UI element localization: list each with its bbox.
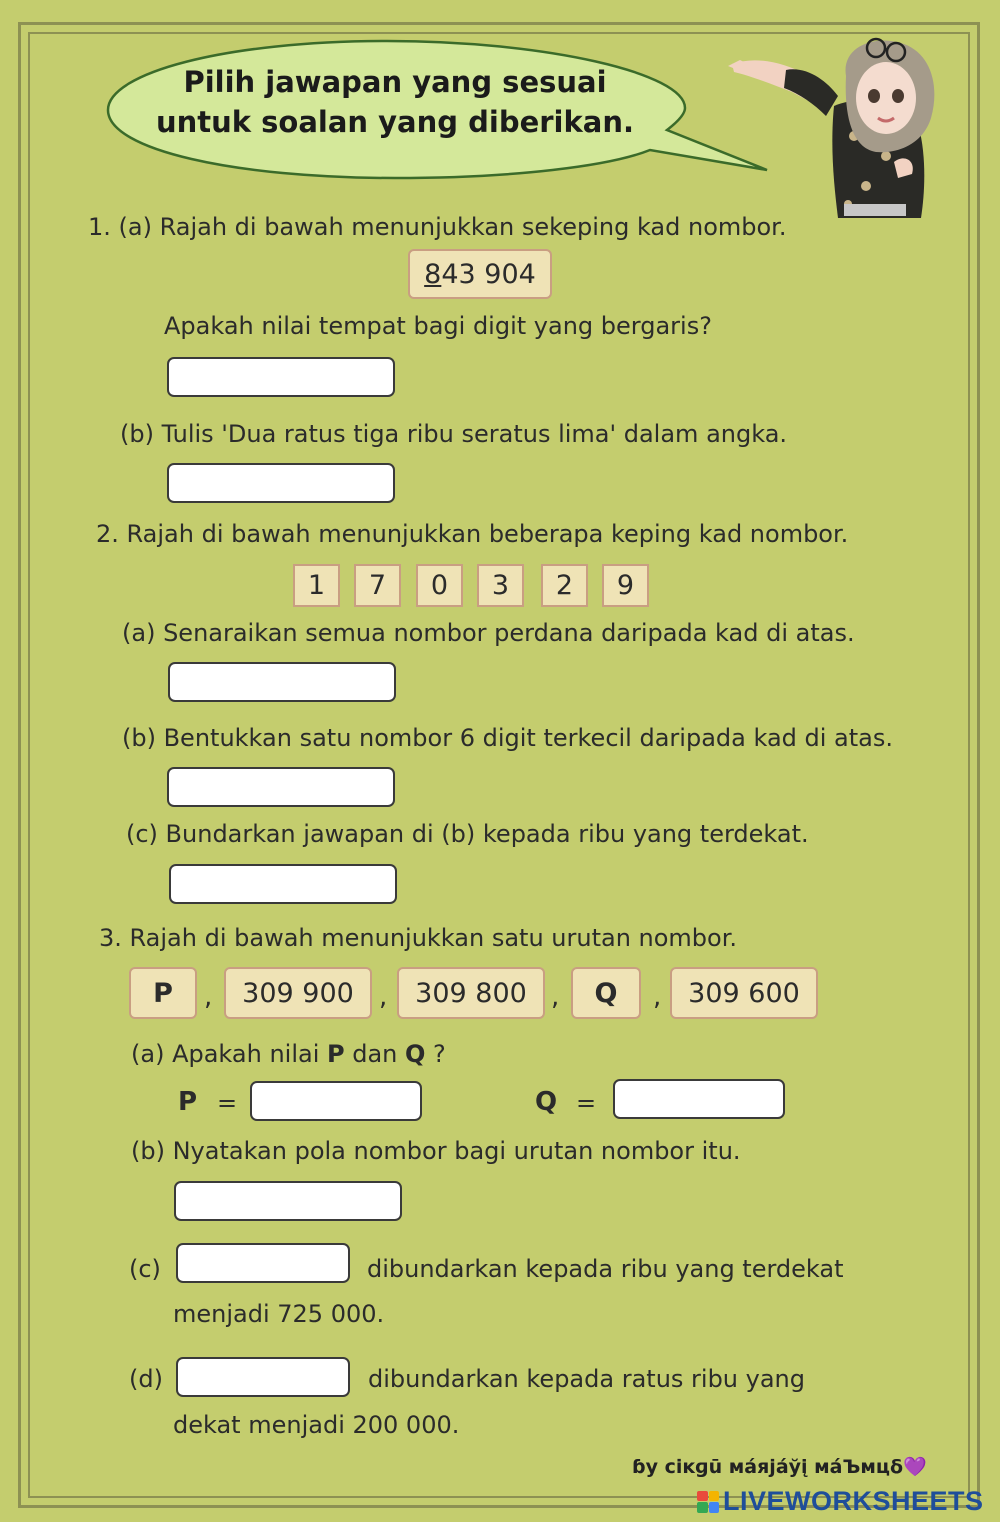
sequence-card-2: 309 900 [224,967,372,1019]
sequence-card-p: P [129,967,197,1019]
sequence-comma: , [653,982,662,1012]
sequence-card-q: Q [571,967,641,1019]
instruction-line-2: untuk soalan yang diberikan. [155,105,635,139]
sequence-card-5: 309 600 [670,967,818,1019]
author-credit-text: ɓу сіĸɡū ма́яја́ўį ма́Ъмцδ [632,1456,904,1478]
q3a-end: ? [425,1040,446,1068]
digit-card: 2 [541,564,588,607]
q2c-answer-input[interactable] [169,864,397,904]
q-answer-input[interactable] [613,1079,785,1119]
q3d-answer-input[interactable] [176,1357,350,1397]
q2c-text: (c) Bundarkan jawapan di (b) kepada ribu yang terdekat. [126,820,809,848]
p-answer-input[interactable] [250,1081,422,1121]
q3d-label: (d) [129,1365,163,1393]
q3c-text-line2: menjadi 725 000. [173,1300,385,1328]
q3b-text: (b) Nyatakan pola nombor bagi urutan nombor itu. [131,1137,741,1165]
q2a-answer-input[interactable] [168,662,396,702]
instruction-line-1: Pilih jawapan yang sesuai [183,65,607,99]
q-equals: = [576,1089,597,1117]
liveworksheets-mark-icon [697,1491,719,1513]
instruction-text [130,62,660,142]
digit-card: 0 [416,564,463,607]
heart-icon: 💜 [903,1456,927,1478]
q3c-label: (c) [129,1255,161,1283]
q3a-text [131,1040,446,1068]
digit-card: 3 [477,564,524,607]
q3a-pre: (a) Apakah nilai [131,1040,327,1068]
q3-text: 3. Rajah di bawah menunjukkan satu urutan nombor. [99,924,738,952]
q1a-answer-input[interactable] [167,357,395,397]
sequence-comma: , [379,982,388,1012]
q2-text: 2. Rajah di bawah menunjukkan beberapa keping kad nombor. [96,520,849,548]
q3a-p: P [327,1040,345,1068]
liveworksheets-logo[interactable] [697,1486,984,1517]
q2b-text: (b) Bentukkan satu nombor 6 digit terkecil daripada kad di atas. [122,724,893,752]
sequence-card-3: 309 800 [397,967,545,1019]
q3a-q: Q [405,1040,426,1068]
q1a-text: 1. (a) Rajah di bawah menunjukkan sekeping kad nombor. [88,213,787,241]
teacher-avatar-image [726,36,956,221]
q3c-text: dibundarkan kepada ribu yang terdekat [367,1255,844,1283]
q1b-answer-input[interactable] [167,463,395,503]
q2a-text: (a) Senaraikan semua nombor perdana daripada kad di atas. [122,619,855,647]
underlined-digit: 8 [424,258,442,290]
p-equals: = [217,1089,238,1117]
number-card-843904 [408,249,552,299]
q3b-answer-input[interactable] [174,1181,402,1221]
q3a-mid: dan [344,1040,406,1068]
q1b-text: (b) Tulis 'Dua ratus tiga ribu seratus lima' dalam angka. [120,420,788,448]
q-label: Q [535,1087,558,1117]
q2b-answer-input[interactable] [167,767,395,807]
digit-card: 7 [354,564,401,607]
p-label: P [178,1087,198,1117]
digit-card: 1 [293,564,340,607]
number-card-rest: 43 904 [441,258,536,290]
q3c-answer-input[interactable] [176,1243,350,1283]
sequence-comma: , [551,982,560,1012]
q1a-question: Apakah nilai tempat bagi digit yang bergaris? [164,312,712,340]
author-credit [632,1455,927,1478]
q3d-text: dibundarkan kepada ratus ribu yang [368,1365,806,1393]
liveworksheets-logo-text: LIVEWORKSHEETS [723,1486,984,1516]
digit-card: 9 [602,564,649,607]
q3d-text-line2: dekat menjadi 200 000. [173,1411,460,1439]
sequence-comma: , [204,982,213,1012]
